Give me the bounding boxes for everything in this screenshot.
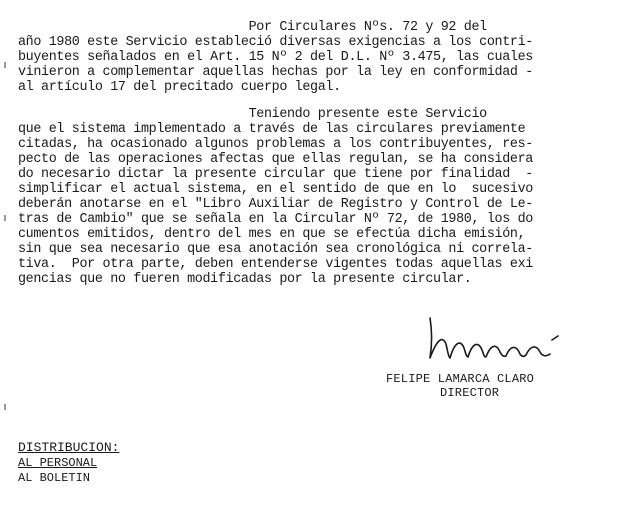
paragraph2-line: citadas, ha ocasionado algunos problemas a los contribuyentes, res- [18, 137, 533, 152]
paragraph1-line: al artículo 17 del precitado cuerpo legal. [18, 80, 341, 95]
distribution-heading: DISTRIBUCION: [18, 440, 120, 455]
distribution-item: AL BOLETIN [18, 471, 91, 485]
paragraph2-line: do necesario dictar la presente circular que tiene por finalidad - [18, 167, 533, 182]
margin-mark [4, 404, 6, 410]
paragraph2-line: deberán anotarse en el "Libro Auxiliar de Registro y Control de Le- [18, 197, 533, 212]
paragraph1-line: buyentes señalados en el Art. 15 Nº 2 del D.L. Nº 3.475, las cuales [18, 50, 533, 65]
paragraph2-line: sin que sea necesario que esa anotación sea cronológica ni correla- [18, 242, 533, 257]
handwritten-signature [420, 300, 580, 370]
distribution-item: AL PERSONAL [18, 456, 98, 470]
margin-mark [4, 62, 6, 68]
signer-name: FELIPE LAMARCA CLARO [386, 372, 535, 386]
signer-title: DIRECTOR [440, 386, 500, 400]
paragraph2-line: tiva. Por otra parte, deben entenderse vigentes todas aquellas exi [18, 257, 533, 272]
paragraph1-line: Por Circulares Nºs. 72 y 92 del [18, 20, 487, 35]
paragraph2-line: cumentos emitidos, dentro del mes en que se efectúa dicha emisión, [18, 227, 526, 242]
paragraph2-line: Teniendo presente este Servicio [18, 107, 487, 122]
paragraph2-line: que el sistema implementado a través de las circulares previamente [18, 122, 526, 137]
paragraph2-line: gencias que no fueren modificadas por la presente circular. [18, 272, 472, 287]
paragraph1-line: vinieron a complementar aquellas hechas por la ley en conformidad - [18, 65, 533, 80]
paragraph2-line: tras de Cambio" que se señala en la Circular Nº 72, de 1980, los do [18, 212, 533, 227]
paragraph2-line: pecto de las operaciones afectas que ellas regulan, se ha considera [18, 152, 533, 167]
margin-mark [4, 215, 6, 221]
paragraph2-line: simplificar el actual sistema, en el sentido de que en lo sucesivo [18, 182, 533, 197]
paragraph1-line: año 1980 este Servicio estableció diversas exigencias a los contri- [18, 35, 533, 50]
